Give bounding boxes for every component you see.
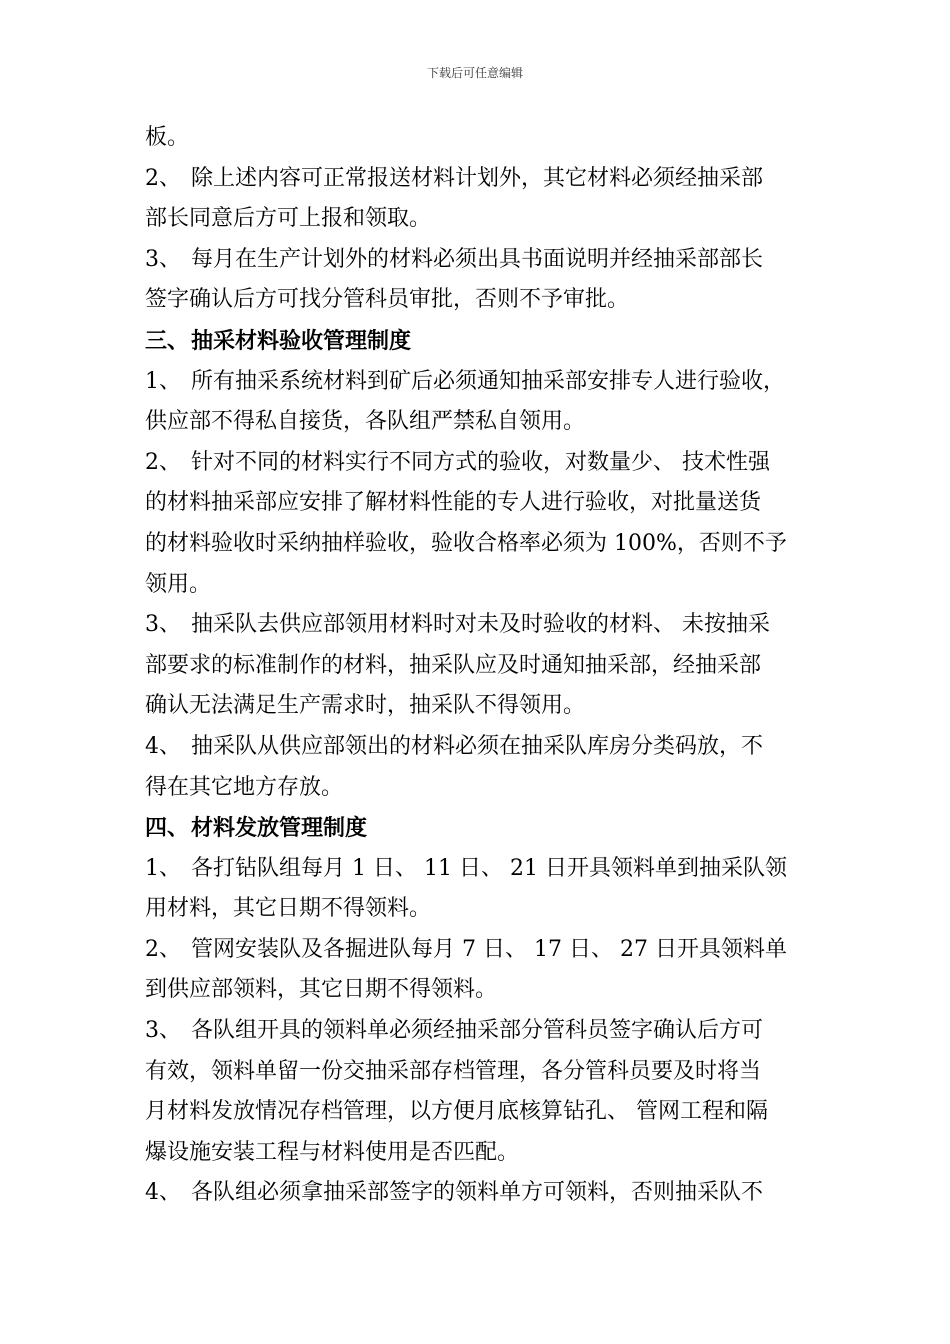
text-line xyxy=(145,849,810,890)
text-line xyxy=(145,889,810,930)
item-number: 4、 xyxy=(145,733,181,759)
item-number: 3、 xyxy=(145,246,181,272)
line-text: 供应部不得私自接货，各队组严禁私自领用。 xyxy=(145,409,586,435)
line-text: 各队组开具的领料单必须经抽采部分管科员签字确认后方可 xyxy=(191,1018,764,1044)
line-text: 的材料验收时采纳抽样验收，验收合格率必须为 100%，否则不予 xyxy=(145,530,787,556)
line-text: 月材料发放情况存档管理，以方便月底核算钻孔、 管网工程和隔 xyxy=(145,1099,768,1125)
item-number: 2、 xyxy=(145,449,181,475)
text-line xyxy=(145,1133,810,1174)
line-text: 抽采队从供应部领出的材料必须在抽采队库房分类码放，不 xyxy=(191,733,764,759)
text-line xyxy=(145,362,810,403)
text-line xyxy=(145,483,810,524)
line-text: 的材料抽采部应安排了解材料性能的专人进行验收，对批量送货 xyxy=(145,490,762,516)
text-line xyxy=(145,1092,810,1133)
line-text: 所有抽采系统材料到矿后必须通知抽采部安排专人进行验收， xyxy=(191,368,786,394)
item-number: 1、 xyxy=(145,855,181,881)
text-line xyxy=(145,199,810,240)
line-text: 材料发放管理制度 xyxy=(191,815,368,842)
line-text: 部长同意后方可上报和领取。 xyxy=(145,206,432,232)
line-text: 爆设施安装工程与材料使用是否匹配。 xyxy=(145,1139,520,1165)
text-line xyxy=(145,402,810,443)
document-body xyxy=(145,118,810,1214)
item-number: 1、 xyxy=(145,368,181,394)
item-number: 2、 xyxy=(145,936,181,962)
text-line xyxy=(145,240,810,281)
text-line xyxy=(145,1173,810,1214)
text-line xyxy=(145,646,810,687)
line-text: 各打钻队组每月 1 日、 11 日、 21 日开具领料单到抽采队领 xyxy=(191,855,787,881)
text-line xyxy=(145,1052,810,1093)
text-line xyxy=(145,930,810,971)
line-text: 板。 xyxy=(145,125,190,150)
line-text: 抽采材料验收管理制度 xyxy=(191,327,412,354)
item-number: 3、 xyxy=(145,1018,181,1044)
section-heading xyxy=(145,321,810,362)
text-line xyxy=(145,565,810,606)
line-text: 有效，领料单留一份交抽采部存档管理，各分管科员要及时将当 xyxy=(145,1058,762,1084)
item-number: 2、 xyxy=(145,165,181,191)
line-text: 确认无法满足生产需求时，抽采队不得领用。 xyxy=(145,693,586,719)
line-text: 得在其它地方存放。 xyxy=(145,774,344,800)
line-text: 部要求的标准制作的材料，抽采队应及时通知抽采部，经抽采部 xyxy=(145,652,762,678)
line-text: 针对不同的材料实行不同方式的验收，对数量少、 技术性强 xyxy=(191,449,770,475)
text-line xyxy=(145,280,810,321)
line-text: 用材料，其它日期不得领料。 xyxy=(145,896,432,922)
line-text: 管网安装队及各掘进队每月 7 日、 17 日、 27 日开具领料单 xyxy=(191,936,787,962)
line-text: 除上述内容可正常报送材料计划外，其它材料必须经抽采部 xyxy=(191,165,764,191)
page-header: 下载后可任意编辑 xyxy=(426,66,523,80)
line-text: 领用。 xyxy=(145,571,212,597)
line-text: 到供应部领料，其它日期不得领料。 xyxy=(145,977,498,1003)
item-number: 四、 xyxy=(145,815,190,842)
line-text: 抽采队去供应部领用材料时对未及时验收的材料、 未按抽采 xyxy=(191,612,770,638)
item-number: 4、 xyxy=(145,1180,181,1206)
line-text: 签字确认后方可找分管科员审批，否则不予审批。 xyxy=(145,287,630,313)
item-number: 三、 xyxy=(145,327,190,354)
text-line xyxy=(145,605,810,646)
text-line xyxy=(145,727,810,768)
section-heading xyxy=(145,808,810,849)
text-line xyxy=(145,970,810,1011)
text-line xyxy=(145,159,810,200)
text-line xyxy=(145,686,810,727)
text-line xyxy=(145,118,810,159)
line-text: 各队组必须拿抽采部签字的领料单方可领料，否则抽采队不 xyxy=(191,1180,764,1206)
line-text: 每月在生产计划外的材料必须出具书面说明并经抽采部部长 xyxy=(191,246,764,272)
text-line xyxy=(145,768,810,809)
item-number: 3、 xyxy=(145,612,181,638)
text-line xyxy=(145,524,810,565)
text-line xyxy=(145,443,810,484)
text-line xyxy=(145,1011,810,1052)
